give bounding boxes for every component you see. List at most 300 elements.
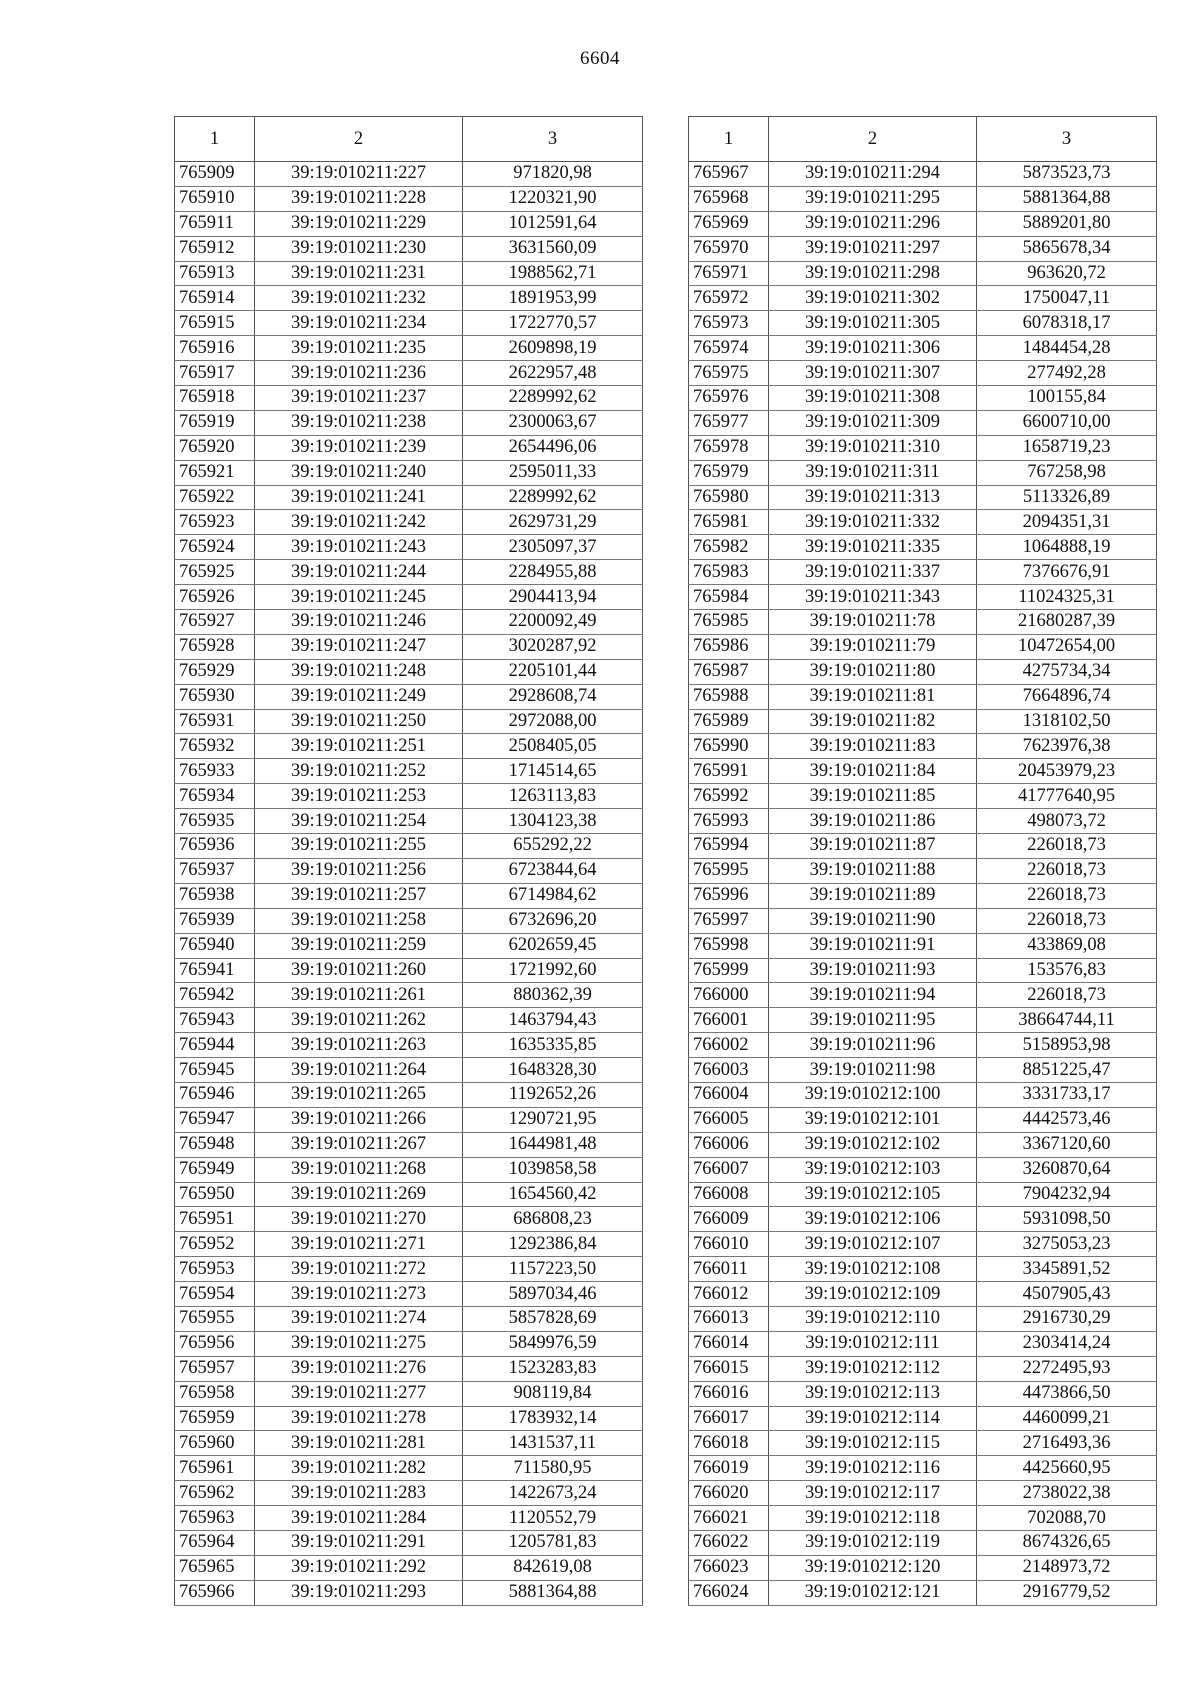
table-row — [175, 858, 643, 883]
value-cell: 2284955,88 — [463, 560, 643, 585]
row-number: 765919 — [175, 410, 255, 435]
value-cell: 100155,84 — [977, 386, 1157, 411]
cadastral-number: 39:19:010211:261 — [255, 983, 463, 1008]
table-row — [689, 186, 1157, 211]
cadastral-number: 39:19:010212:121 — [769, 1580, 977, 1605]
table-row — [689, 585, 1157, 610]
row-number: 765954 — [175, 1282, 255, 1307]
row-number: 765970 — [689, 236, 769, 261]
table-row — [689, 1331, 1157, 1356]
value-cell: 5857828,69 — [463, 1306, 643, 1331]
value-cell: 5873523,73 — [977, 162, 1157, 187]
table-row — [175, 983, 643, 1008]
value-cell: 2622957,48 — [463, 361, 643, 386]
table-row — [689, 361, 1157, 386]
table-row — [689, 1555, 1157, 1580]
row-number: 766017 — [689, 1406, 769, 1431]
table-row — [689, 435, 1157, 460]
row-number: 765911 — [175, 211, 255, 236]
table-row — [175, 1232, 643, 1257]
cadastral-number: 39:19:010211:337 — [769, 560, 977, 585]
cadastral-number: 39:19:010211:257 — [255, 883, 463, 908]
cadastral-number: 39:19:010212:114 — [769, 1406, 977, 1431]
row-number: 765913 — [175, 261, 255, 286]
table-row — [689, 958, 1157, 983]
table-row — [175, 1282, 643, 1307]
table-row — [175, 1580, 643, 1605]
row-number: 766006 — [689, 1132, 769, 1157]
row-number: 765982 — [689, 535, 769, 560]
cadastral-number: 39:19:010212:110 — [769, 1306, 977, 1331]
table-row — [175, 1257, 643, 1282]
cadastral-number: 39:19:010211:83 — [769, 734, 977, 759]
row-number: 765934 — [175, 784, 255, 809]
value-cell: 3260870,64 — [977, 1157, 1157, 1182]
cadastral-number: 39:19:010212:117 — [769, 1481, 977, 1506]
value-cell: 6600710,00 — [977, 410, 1157, 435]
column-header-1: 1 — [175, 117, 255, 162]
row-number: 765910 — [175, 186, 255, 211]
value-cell: 2916730,29 — [977, 1306, 1157, 1331]
cadastral-number: 39:19:010211:86 — [769, 809, 977, 834]
table-row — [689, 1207, 1157, 1232]
value-cell: 277492,28 — [977, 361, 1157, 386]
table-row — [175, 1157, 643, 1182]
cadastral-number: 39:19:010211:250 — [255, 709, 463, 734]
cadastral-number: 39:19:010211:306 — [769, 336, 977, 361]
table-row — [689, 610, 1157, 635]
table-row — [175, 261, 643, 286]
row-number: 766007 — [689, 1157, 769, 1182]
value-cell: 6723844,64 — [463, 858, 643, 883]
table-row — [175, 560, 643, 585]
row-number: 765972 — [689, 286, 769, 311]
table-row — [175, 386, 643, 411]
value-cell: 702088,70 — [977, 1506, 1157, 1531]
table-row — [175, 1207, 643, 1232]
value-cell: 1192652,26 — [463, 1082, 643, 1107]
cadastral-number: 39:19:010212:108 — [769, 1257, 977, 1282]
cadastral-number: 39:19:010211:277 — [255, 1381, 463, 1406]
value-cell: 10472654,00 — [977, 634, 1157, 659]
row-number: 765956 — [175, 1331, 255, 1356]
cadastral-number: 39:19:010212:118 — [769, 1506, 977, 1531]
value-cell: 5849976,59 — [463, 1331, 643, 1356]
cadastral-number: 39:19:010211:272 — [255, 1257, 463, 1282]
cadastral-number: 39:19:010211:307 — [769, 361, 977, 386]
row-number: 766013 — [689, 1306, 769, 1331]
table-row — [689, 211, 1157, 236]
table-row — [175, 485, 643, 510]
value-cell: 1220321,90 — [463, 186, 643, 211]
cadastral-number: 39:19:010211:283 — [255, 1481, 463, 1506]
cadastral-number: 39:19:010211:235 — [255, 336, 463, 361]
row-number: 765994 — [689, 834, 769, 859]
table-row — [689, 684, 1157, 709]
row-number: 765986 — [689, 634, 769, 659]
value-cell: 6732696,20 — [463, 908, 643, 933]
row-number: 765949 — [175, 1157, 255, 1182]
row-number: 765929 — [175, 659, 255, 684]
cadastral-number: 39:19:010211:245 — [255, 585, 463, 610]
table-row — [689, 1182, 1157, 1207]
table-row — [689, 1381, 1157, 1406]
value-cell: 1431537,11 — [463, 1431, 643, 1456]
value-cell: 3331733,17 — [977, 1082, 1157, 1107]
value-cell: 5881364,88 — [463, 1580, 643, 1605]
cadastral-number: 39:19:010212:119 — [769, 1530, 977, 1555]
cadastral-number: 39:19:010211:278 — [255, 1406, 463, 1431]
row-number: 765909 — [175, 162, 255, 187]
value-cell: 7376676,91 — [977, 560, 1157, 585]
table-row — [689, 1132, 1157, 1157]
table-row — [175, 834, 643, 859]
value-cell: 5897034,46 — [463, 1282, 643, 1307]
value-cell: 1714514,65 — [463, 759, 643, 784]
row-number: 765932 — [175, 734, 255, 759]
row-number: 765943 — [175, 1008, 255, 1033]
value-cell: 7904232,94 — [977, 1182, 1157, 1207]
table-row — [689, 983, 1157, 1008]
row-number: 766008 — [689, 1182, 769, 1207]
cadastral-number: 39:19:010212:102 — [769, 1132, 977, 1157]
row-number: 765942 — [175, 983, 255, 1008]
cadastral-number: 39:19:010211:284 — [255, 1506, 463, 1531]
cadastral-number: 39:19:010211:294 — [769, 162, 977, 187]
row-number: 765931 — [175, 709, 255, 734]
cadastral-number: 39:19:010212:109 — [769, 1282, 977, 1307]
cadastral-number: 39:19:010211:305 — [769, 311, 977, 336]
row-number: 765995 — [689, 858, 769, 883]
cadastral-number: 39:19:010211:296 — [769, 211, 977, 236]
cadastral-number: 39:19:010211:78 — [769, 610, 977, 635]
cadastral-number: 39:19:010211:268 — [255, 1157, 463, 1182]
cadastral-number: 39:19:010211:275 — [255, 1331, 463, 1356]
row-number: 766011 — [689, 1257, 769, 1282]
table-row — [689, 1157, 1157, 1182]
value-cell: 971820,98 — [463, 162, 643, 187]
value-cell: 2609898,19 — [463, 336, 643, 361]
table-row — [689, 485, 1157, 510]
table-row — [689, 1406, 1157, 1431]
row-number: 765935 — [175, 809, 255, 834]
row-number: 765917 — [175, 361, 255, 386]
value-cell: 7664896,74 — [977, 684, 1157, 709]
table-row — [175, 908, 643, 933]
cadastral-number: 39:19:010212:116 — [769, 1456, 977, 1481]
row-number: 765990 — [689, 734, 769, 759]
value-cell: 6202659,45 — [463, 933, 643, 958]
cadastral-number: 39:19:010211:88 — [769, 858, 977, 883]
row-number: 765965 — [175, 1555, 255, 1580]
value-cell: 4442573,46 — [977, 1107, 1157, 1132]
cadastral-number: 39:19:010211:292 — [255, 1555, 463, 1580]
cadastral-number: 39:19:010211:254 — [255, 809, 463, 834]
value-cell: 1157223,50 — [463, 1257, 643, 1282]
cadastral-number: 39:19:010212:106 — [769, 1207, 977, 1232]
cadastral-number: 39:19:010211:243 — [255, 535, 463, 560]
cadastral-number: 39:19:010212:105 — [769, 1182, 977, 1207]
value-cell: 4425660,95 — [977, 1456, 1157, 1481]
row-number: 765980 — [689, 485, 769, 510]
table-row — [689, 386, 1157, 411]
row-number: 765957 — [175, 1356, 255, 1381]
cadastral-number: 39:19:010211:267 — [255, 1132, 463, 1157]
table-row — [175, 585, 643, 610]
table-row — [689, 933, 1157, 958]
value-cell: 655292,22 — [463, 834, 643, 859]
value-cell: 2916779,52 — [977, 1580, 1157, 1605]
row-number: 765975 — [689, 361, 769, 386]
cadastral-number: 39:19:010211:255 — [255, 834, 463, 859]
value-cell: 1012591,64 — [463, 211, 643, 236]
table-row — [689, 1456, 1157, 1481]
cadastral-number: 39:19:010211:246 — [255, 610, 463, 635]
row-number: 765941 — [175, 958, 255, 983]
cadastral-number: 39:19:010212:103 — [769, 1157, 977, 1182]
value-cell: 1120552,79 — [463, 1506, 643, 1531]
cadastral-number: 39:19:010211:80 — [769, 659, 977, 684]
cadastral-number: 39:19:010211:293 — [255, 1580, 463, 1605]
cadastral-number: 39:19:010211:95 — [769, 1008, 977, 1033]
value-cell: 711580,95 — [463, 1456, 643, 1481]
table-row — [175, 186, 643, 211]
table-row — [175, 734, 643, 759]
value-cell: 880362,39 — [463, 983, 643, 1008]
table-row — [689, 1506, 1157, 1531]
row-number: 765991 — [689, 759, 769, 784]
column-header-3: 3 — [463, 117, 643, 162]
table-row — [175, 1356, 643, 1381]
table-row — [689, 311, 1157, 336]
cadastral-number: 39:19:010211:260 — [255, 958, 463, 983]
row-number: 765925 — [175, 560, 255, 585]
cadastral-number: 39:19:010211:274 — [255, 1306, 463, 1331]
table-row — [175, 659, 643, 684]
value-cell: 5113326,89 — [977, 485, 1157, 510]
cadastral-number: 39:19:010211:256 — [255, 858, 463, 883]
value-cell: 2654496,06 — [463, 435, 643, 460]
table-row — [689, 510, 1157, 535]
row-number: 765947 — [175, 1107, 255, 1132]
cadastral-number: 39:19:010211:259 — [255, 933, 463, 958]
value-cell: 2300063,67 — [463, 410, 643, 435]
cadastral-number: 39:19:010212:101 — [769, 1107, 977, 1132]
cadastral-number: 39:19:010212:107 — [769, 1232, 977, 1257]
table-row — [175, 1306, 643, 1331]
value-cell: 1783932,14 — [463, 1406, 643, 1431]
cadastral-number: 39:19:010211:247 — [255, 634, 463, 659]
row-number: 765973 — [689, 311, 769, 336]
value-cell: 6714984,62 — [463, 883, 643, 908]
value-cell: 1422673,24 — [463, 1481, 643, 1506]
cadastral-number: 39:19:010211:281 — [255, 1431, 463, 1456]
row-number: 765961 — [175, 1456, 255, 1481]
row-number: 765999 — [689, 958, 769, 983]
value-cell: 226018,73 — [977, 983, 1157, 1008]
row-number: 765967 — [689, 162, 769, 187]
value-cell: 1205781,83 — [463, 1530, 643, 1555]
cadastral-number: 39:19:010212:120 — [769, 1555, 977, 1580]
row-number: 765927 — [175, 610, 255, 635]
table-row — [689, 834, 1157, 859]
row-number: 765914 — [175, 286, 255, 311]
value-cell: 41777640,95 — [977, 784, 1157, 809]
row-number: 765938 — [175, 883, 255, 908]
cadastral-number: 39:19:010211:90 — [769, 908, 977, 933]
table-row — [175, 311, 643, 336]
row-number: 765939 — [175, 908, 255, 933]
cadastral-number: 39:19:010211:231 — [255, 261, 463, 286]
table-row — [689, 1257, 1157, 1282]
table-row — [689, 1431, 1157, 1456]
row-number: 765966 — [175, 1580, 255, 1605]
value-cell: 3631560,09 — [463, 236, 643, 261]
value-cell: 498073,72 — [977, 809, 1157, 834]
row-number: 766021 — [689, 1506, 769, 1531]
row-number: 765984 — [689, 585, 769, 610]
table-row — [175, 1182, 643, 1207]
value-cell: 2508405,05 — [463, 734, 643, 759]
row-number: 765948 — [175, 1132, 255, 1157]
table-row — [689, 1481, 1157, 1506]
table-row — [689, 858, 1157, 883]
cadastral-number: 39:19:010211:295 — [769, 186, 977, 211]
row-number: 765921 — [175, 460, 255, 485]
table-row — [689, 784, 1157, 809]
cadastral-number: 39:19:010211:82 — [769, 709, 977, 734]
table-row — [175, 610, 643, 635]
cadastral-number: 39:19:010211:79 — [769, 634, 977, 659]
row-number: 766020 — [689, 1481, 769, 1506]
cadastral-number: 39:19:010211:302 — [769, 286, 977, 311]
row-number: 766022 — [689, 1530, 769, 1555]
cadastral-number: 39:19:010211:343 — [769, 585, 977, 610]
row-number: 766018 — [689, 1431, 769, 1456]
value-cell: 842619,08 — [463, 1555, 643, 1580]
row-number: 766015 — [689, 1356, 769, 1381]
cadastral-number: 39:19:010211:332 — [769, 510, 977, 535]
value-cell: 2289992,62 — [463, 386, 643, 411]
value-cell: 226018,73 — [977, 858, 1157, 883]
value-cell: 4460099,21 — [977, 1406, 1157, 1431]
value-cell: 2205101,44 — [463, 659, 643, 684]
table-row — [175, 958, 643, 983]
cadastral-number: 39:19:010211:266 — [255, 1107, 463, 1132]
cadastral-number: 39:19:010211:239 — [255, 435, 463, 460]
left-table-body — [175, 162, 643, 1606]
table-row — [175, 1381, 643, 1406]
cadastral-number: 39:19:010211:265 — [255, 1082, 463, 1107]
table-row — [689, 1082, 1157, 1107]
value-cell: 2738022,38 — [977, 1481, 1157, 1506]
table-row — [689, 1033, 1157, 1058]
table-row — [175, 435, 643, 460]
value-cell: 1463794,43 — [463, 1008, 643, 1033]
table-row — [175, 162, 643, 187]
row-number: 765985 — [689, 610, 769, 635]
row-number: 765977 — [689, 410, 769, 435]
row-number: 765928 — [175, 634, 255, 659]
table-row — [689, 734, 1157, 759]
table-row — [175, 1082, 643, 1107]
row-number: 765983 — [689, 560, 769, 585]
row-number: 766001 — [689, 1008, 769, 1033]
table-row — [175, 1481, 643, 1506]
column-header-2: 2 — [255, 117, 463, 162]
table-row — [689, 1530, 1157, 1555]
value-cell: 20453979,23 — [977, 759, 1157, 784]
table-row — [689, 634, 1157, 659]
table-row — [689, 1008, 1157, 1033]
row-number: 765950 — [175, 1182, 255, 1207]
row-number: 765945 — [175, 1058, 255, 1083]
row-number: 765979 — [689, 460, 769, 485]
row-number: 765915 — [175, 311, 255, 336]
row-number: 766023 — [689, 1555, 769, 1580]
value-cell: 1635335,85 — [463, 1033, 643, 1058]
row-number: 766012 — [689, 1282, 769, 1307]
row-number: 765992 — [689, 784, 769, 809]
row-number: 766019 — [689, 1456, 769, 1481]
table-row — [175, 510, 643, 535]
cadastral-number: 39:19:010211:262 — [255, 1008, 463, 1033]
table-row — [175, 1107, 643, 1132]
value-cell: 4507905,43 — [977, 1282, 1157, 1307]
right-table-body — [689, 162, 1157, 1606]
cadastral-number: 39:19:010211:276 — [255, 1356, 463, 1381]
cadastral-number: 39:19:010211:251 — [255, 734, 463, 759]
cadastral-number: 39:19:010211:270 — [255, 1207, 463, 1232]
value-cell: 5865678,34 — [977, 236, 1157, 261]
row-number: 766004 — [689, 1082, 769, 1107]
table-row — [175, 883, 643, 908]
row-number: 765981 — [689, 510, 769, 535]
left-table-header-row — [175, 117, 643, 162]
value-cell: 2200092,49 — [463, 610, 643, 635]
table-row — [689, 410, 1157, 435]
row-number: 765987 — [689, 659, 769, 684]
cadastral-number: 39:19:010212:112 — [769, 1356, 977, 1381]
cadastral-number: 39:19:010211:81 — [769, 684, 977, 709]
value-cell: 1721992,60 — [463, 958, 643, 983]
table-row — [689, 1580, 1157, 1605]
table-row — [175, 1033, 643, 1058]
table-row — [175, 410, 643, 435]
table-row — [689, 535, 1157, 560]
row-number: 765993 — [689, 809, 769, 834]
value-cell: 2303414,24 — [977, 1331, 1157, 1356]
value-cell: 3275053,23 — [977, 1232, 1157, 1257]
table-row — [689, 659, 1157, 684]
table-row — [175, 1555, 643, 1580]
row-number: 766024 — [689, 1580, 769, 1605]
row-number: 765916 — [175, 336, 255, 361]
row-number: 765968 — [689, 186, 769, 211]
cadastral-number: 39:19:010211:238 — [255, 410, 463, 435]
table-row — [175, 709, 643, 734]
value-cell: 2629731,29 — [463, 510, 643, 535]
value-cell: 1722770,57 — [463, 311, 643, 336]
value-cell: 1292386,84 — [463, 1232, 643, 1257]
value-cell: 6078318,17 — [977, 311, 1157, 336]
table-row — [175, 1331, 643, 1356]
row-number: 765974 — [689, 336, 769, 361]
value-cell: 2972088,00 — [463, 709, 643, 734]
table-row — [175, 336, 643, 361]
cadastral-number: 39:19:010211:258 — [255, 908, 463, 933]
value-cell: 1654560,42 — [463, 1182, 643, 1207]
